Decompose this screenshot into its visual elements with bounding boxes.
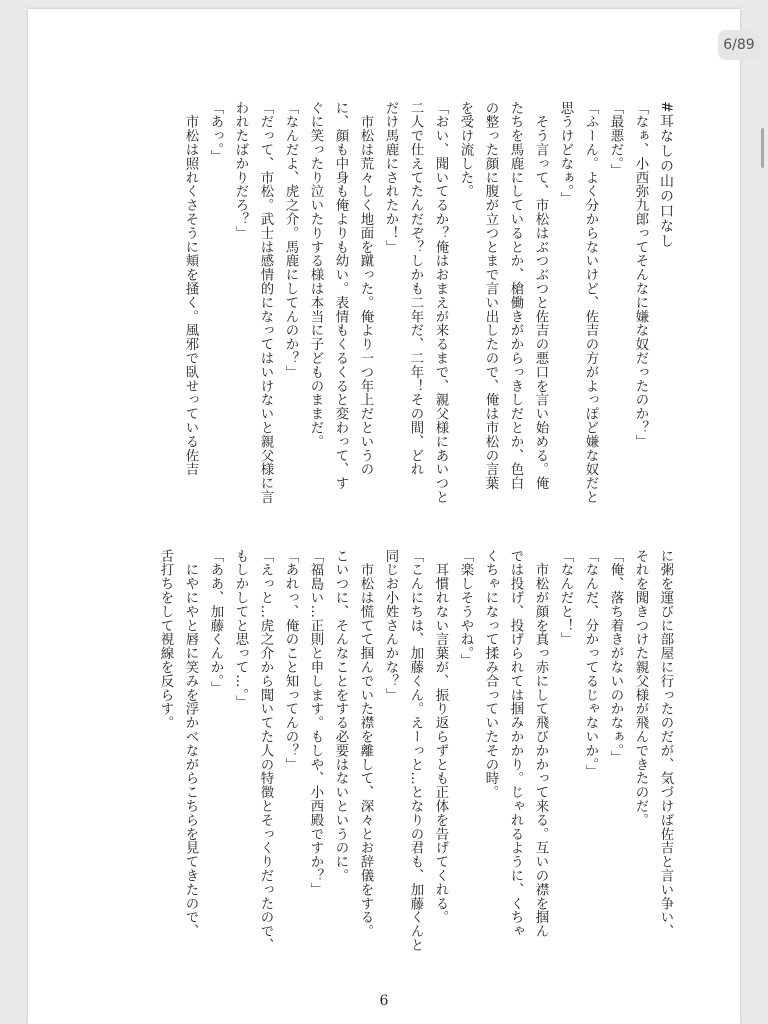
- text-line: 「なんだよ、虎之介。馬鹿にしてんのか？」: [283, 101, 298, 379]
- text-line: 同じお小姓さんかな？」: [383, 549, 398, 702]
- text-line: を受け流した。: [458, 101, 473, 199]
- text-line: 二人で仕えてたんだぞ？しかも二年だ、二年！その間、どれ: [408, 101, 423, 477]
- chapter-heading: #耳なしの山の口なし: [658, 101, 674, 249]
- text-line: 市松は荒々しく地面を蹴った。俺より一つ年上だというの: [358, 101, 373, 477]
- text-block-lower: [146, 549, 678, 969]
- text-line: われたばかりだろ？」: [233, 101, 248, 240]
- text-line: 耳慣れない言葉が、振り返らずとも正体を告げてくれる。: [433, 549, 448, 925]
- text-line: 舌打ちをして視線を反らす。: [158, 549, 173, 730]
- text-line: 「楽しそうやね。」: [458, 549, 473, 668]
- text-line: たちを馬鹿にしているとか、槍働きがからっきしだとか、色白: [508, 101, 523, 491]
- text-line: だけ馬鹿にされたか！」: [383, 101, 398, 254]
- text-line: 市松が顔を真っ赤にして飛びかかって来る。互いの襟を掴ん: [533, 549, 548, 939]
- text-line: くちゃになって揉み合っていたその時。: [483, 549, 498, 800]
- text-line: 「あっ。」: [208, 101, 223, 164]
- scrollbar-thumb[interactable]: [761, 128, 764, 168]
- text-line: こいつに、そんなことをする必要はないというのに。: [333, 549, 348, 883]
- text-line: では投げ、投げられては掴みかかり。じゃれるように、くちゃ: [508, 549, 523, 939]
- text-line: の整った顔に腹が立つとまで言い出したので、俺は市松の言葉: [483, 101, 498, 491]
- text-line: 「あれっ、俺のこと知ってんの？」: [283, 549, 298, 772]
- text-line: それを聞きつけた親父様が飛んできたのだ。: [633, 549, 648, 827]
- document-page: [28, 9, 740, 1024]
- text-line: に粥を運びに部屋に行ったのだが、気づけば佐吉と言い争い、: [658, 549, 673, 939]
- text-line: にやにやと唇に笑みを浮かべながらこちらを見てきたので、: [183, 549, 198, 939]
- text-block-upper: [146, 101, 678, 516]
- text-line: 「最悪だ。」: [608, 101, 623, 178]
- text-line: 「こんにちは、加藤くん。えーっと…となりの君も、加藤くんと: [408, 549, 423, 953]
- page-number: 6: [379, 993, 389, 1009]
- text-line: に、顔も中身も俺よりも幼い。表情もくるくると変わって、す: [333, 101, 348, 491]
- text-line: 「ふーん。よく分からないけど、佐吉の方がよっぽど嫌な奴だと: [583, 101, 598, 505]
- text-line: 「なんだと！」: [558, 549, 573, 647]
- text-line: そう言って、市松はぶつぶつと佐吉の悪口を言い始める。俺: [533, 101, 548, 491]
- text-line: 「なんだ、分かってるじゃないか。」: [583, 549, 598, 779]
- text-line: 「俺、落ち着きがないのかなぁ。」: [608, 549, 623, 765]
- page-counter-badge: 6/89: [718, 30, 760, 60]
- text-line: 「おい、聞いてるか？俺はおまえが来るまで、親父様にあいつと: [433, 101, 448, 505]
- text-line: 「福島い…正則と申します。もしや、小西殿ですか？」: [308, 549, 323, 897]
- text-line: 「ああ、加藤くんか。」: [208, 549, 223, 696]
- text-line: 市松は慌てて掴んでいた襟を離して、深々とお辞儀をする。: [358, 549, 373, 939]
- text-line: 「だって、市松。武士は感情的になってはいけないと親父様に言: [258, 101, 273, 505]
- text-line: 「なぁ、小西弥九郎ってそんなに嫌な奴だったのか？」: [633, 101, 648, 449]
- text-line: もしかしてと思って…。」: [233, 549, 248, 710]
- text-line: 思うけどなぁ。」: [558, 101, 573, 206]
- text-line: ぐに笑ったり泣いたりする様は本当に子どものままだ。: [308, 101, 323, 449]
- text-line: 市松は照れくさそうに頬を掻く。風邪で臥せっている佐吉: [183, 101, 198, 477]
- text-line: 「えっと…虎之介から聞いてた人の特徴とそっくりだったので、: [258, 549, 273, 953]
